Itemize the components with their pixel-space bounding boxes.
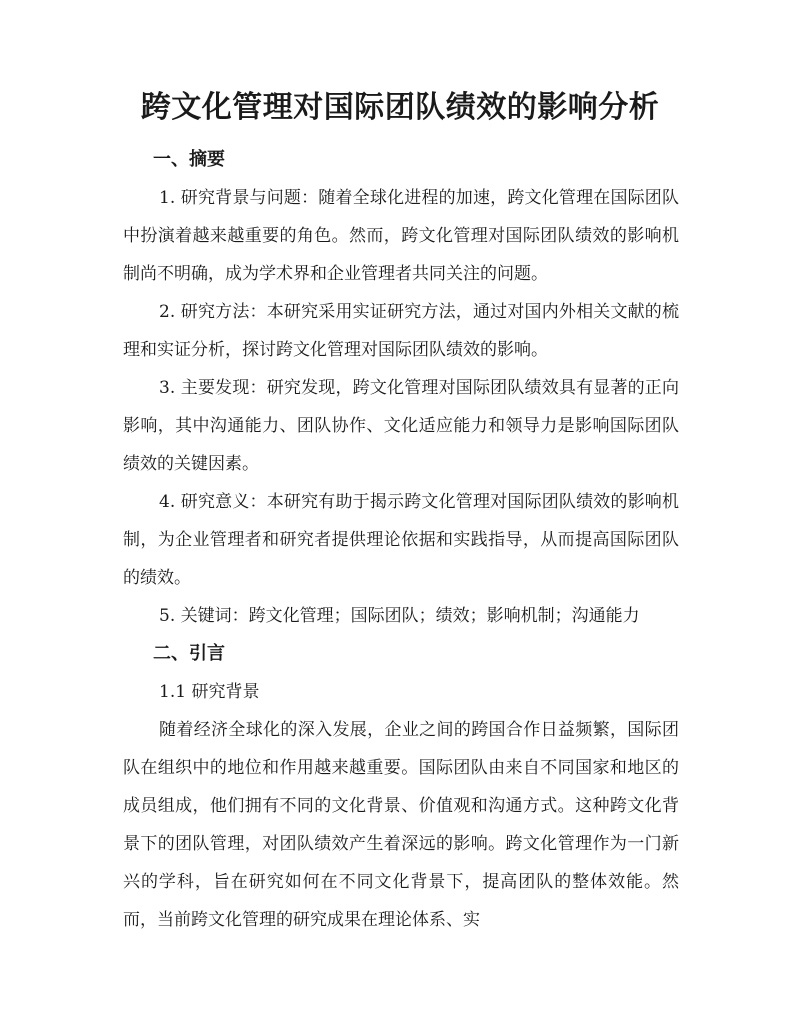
abstract-item-findings: 3. 主要发现：研究发现，跨文化管理对国际团队绩效具有显著的正向影响，其中沟通能力、团队协作、文化适应能力和领导力是影响国际团队绩效的关键因素。 (123, 378, 679, 474)
subsection-heading-background: 1.1 研究背景 (159, 682, 260, 702)
section-heading-introduction: 二、引言 (153, 643, 225, 664)
abstract-item-method: 2. 研究方法：本研究采用实证研究方法，通过对国内外相关文献的梳理和实证分析，探讨跨文化管理对国际团队绩效的影响。 (123, 302, 679, 360)
abstract-item-background: 1. 研究背景与问题：随着全球化进程的加速，跨文化管理在国际团队中扮演着越来越重要的角色。然而，跨文化管理对国际团队绩效的影响机制尚不明确，成为学术界和企业管理者共同关注的问题。 (123, 188, 679, 284)
abstract-item-significance: 4. 研究意义：本研究有助于揭示跨文化管理对国际团队绩效的影响机制，为企业管理者和研究者提供理论依据和实践指导，从而提高国际团队的绩效。 (123, 492, 679, 588)
document-body (123, 141, 679, 939)
section-heading-abstract: 一、摘要 (153, 149, 225, 170)
introduction-paragraph: 随着经济全球化的深入发展，企业之间的跨国合作日益频繁，国际团队在组织中的地位和作用越来越重要。国际团队由来自不同国家和地区的成员组成，他们拥有不同的文化背景、价值观和沟通方式。这种跨文化背景下的团队管理，对团队绩效产生着深远的影响。跨文化管理作为一门新兴的学科，旨在研究如何在不同文化背景下，提高团队的整体效能。然而，当前跨文化管理的研究成果在理论体系、实 (123, 720, 679, 930)
document-title: 跨文化管理对国际团队绩效的影响分析 (140, 90, 660, 125)
abstract-item-keywords: 5. 关键词：跨文化管理；国际团队；绩效；影响机制；沟通能力 (159, 606, 640, 626)
